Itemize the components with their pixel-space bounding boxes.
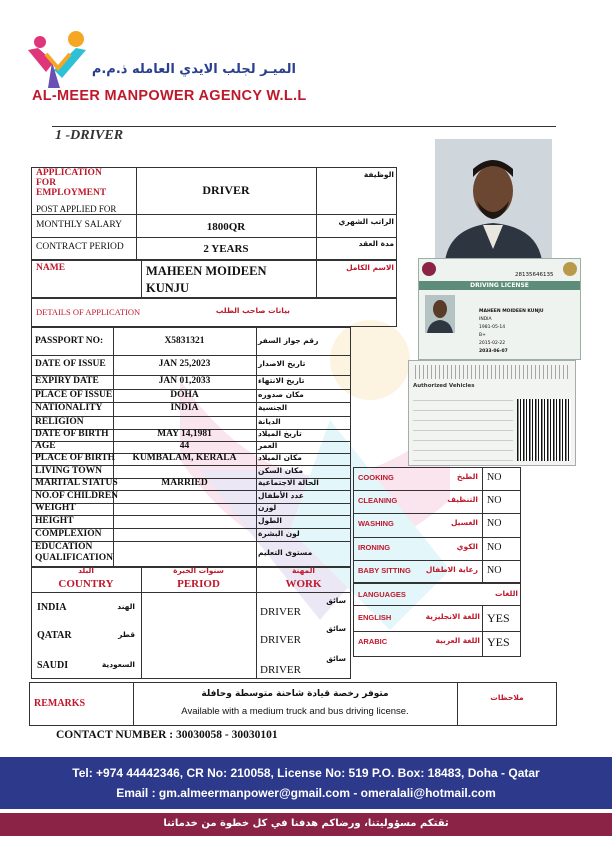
remarks-text-ar: متوفر رخصة قيادة شاحنة متوسطة وحافلة (201, 689, 389, 699)
driving-license-card (418, 258, 581, 360)
license-header: DRIVING LICENSE (419, 281, 580, 290)
period-header-ar: سنوات الخبرة (173, 566, 224, 575)
personal-label-ar: الطول (258, 515, 282, 525)
name-line2: KUNJU (146, 281, 190, 295)
skill-label: BABY SITTING (358, 565, 411, 575)
lang-arabic-value: YES (487, 635, 510, 649)
personal-label: NO.OF CHILDREN (35, 490, 119, 501)
skill-value: NO (487, 518, 502, 530)
salary-value: 1800QR (206, 221, 246, 233)
post-value: DRIVER (202, 183, 250, 197)
license-first-issue: 2015-02-22 (479, 341, 506, 346)
personal-label-ar: العمر (258, 441, 278, 450)
personal-label-ar: الحالة الاجتماعية (258, 478, 319, 487)
license-nationality: INDIA (479, 317, 492, 322)
skill-value: NO (487, 495, 502, 507)
personal-label-ar: الديانة (258, 416, 281, 426)
remarks-label-ar: ملاحظات (490, 693, 524, 702)
name-label: NAME (36, 263, 66, 273)
contract-label-ar: مدة العقد (358, 239, 394, 248)
skill-label: IRONING (358, 542, 391, 552)
personal-value: 44 (179, 441, 190, 451)
remarks-label: REMARKS (34, 698, 86, 709)
skill-value: NO (487, 472, 502, 483)
exp-work: DRIVER (260, 634, 301, 646)
name-label-ar: الاسم الكامل (346, 263, 394, 272)
personal-label-ar: مكان السكن (258, 465, 303, 475)
license-photo (425, 295, 455, 333)
application-label: APPLICATION FOR EMPLOYMENT (36, 168, 107, 198)
personal-label-ar: لون البشرة (258, 528, 300, 538)
contract-label: CONTRACT PERIOD (36, 242, 124, 252)
personal-label: RELIGION (35, 416, 84, 427)
personal-label: NATIONALITY (35, 403, 103, 413)
skill-label-ar: الطبخ (456, 472, 478, 481)
barcode-icon (517, 399, 571, 461)
personal-label: HEIGHT (35, 515, 74, 526)
languages-label: LANGUAGES (358, 590, 406, 599)
license-card-back (408, 360, 576, 466)
applicant-photo (435, 139, 552, 261)
personal-label: PLACE OF BIRTH (35, 453, 116, 463)
exp-work-ar: سائق (326, 624, 346, 633)
license-dob: 1981-05-14 (479, 325, 506, 330)
period-header: PERIOD (177, 578, 220, 590)
section-title: 1 -DRIVER (55, 128, 124, 143)
exp-work: DRIVER (260, 664, 301, 676)
post-label-ar: الوظيفة (363, 170, 394, 179)
personal-value: KUMBALAM, KERALA (132, 453, 237, 463)
skill-label-ar: التنظيف (447, 495, 478, 505)
skill-value: NO (487, 541, 502, 553)
personal-label-ar: تاريخ الاصدار (258, 359, 306, 368)
company-logo-icon (24, 28, 96, 88)
post-label: POST APPLIED FOR (36, 204, 117, 214)
logo-arabic-name: الميـر لجلب الايدي العامله ذ.م.م (91, 62, 296, 77)
country-header-ar: البلد (78, 566, 94, 575)
footer-line1: Tel: +974 44442346, CR No: 210058, License No: 519 P.O. Box: 18483, Doha - Qatar (72, 766, 540, 780)
exp-country: INDIA (37, 602, 67, 613)
personal-label: PASSPORT NO: (35, 335, 104, 346)
personal-label: DATE OF BIRTH (35, 429, 109, 439)
personal-label-ar: تاريخ الانتهاء (258, 376, 305, 385)
skill-label: WASHING (358, 519, 394, 529)
remarks-text-en: Available with a medium truck and bus driving license. (181, 706, 409, 717)
country-header: COUNTRY (58, 578, 114, 590)
personal-value: DOHA (170, 389, 199, 400)
personal-label: DATE OF ISSUE (35, 359, 106, 369)
personal-value: X5831321 (164, 335, 205, 346)
skill-label: CLEANING (358, 496, 398, 506)
footer-line2: Email : gm.almeermanpower@gmail.com - omeralali@hotmail.com (116, 786, 496, 800)
exp-country-ar: قطر (118, 630, 135, 639)
logo-english-name: AL-MEER MANPOWER AGENCY W.L.L (32, 88, 307, 104)
card-logo-icon (422, 262, 436, 276)
skill-value: NO (487, 564, 502, 576)
personal-label: WEIGHT (35, 503, 76, 513)
license-name: MAHEEN MOIDEEN KUNJU (479, 309, 544, 314)
exp-country: SAUDI (37, 660, 69, 671)
personal-label: MARITAL STATUS (35, 478, 118, 488)
work-header: WORK (285, 578, 322, 590)
personal-label-ar: رقم جواز السفر (258, 335, 319, 345)
personal-label: EDUCATION QUALIFICATION (35, 542, 113, 563)
card-emblem-icon (563, 262, 577, 276)
work-header-ar: المهنة (292, 566, 315, 575)
license-person-icon (425, 295, 455, 333)
skill-label-ar: الكوي (456, 541, 478, 551)
footer (0, 757, 612, 857)
personal-label: PLACE OF ISSUE (35, 389, 113, 400)
name-line1: MAHEEN MOIDEEN (146, 264, 267, 278)
exp-country: QATAR (37, 630, 72, 641)
personal-label: COMPLEXION (35, 528, 102, 539)
skill-label: COOKING (358, 473, 394, 482)
exp-country-ar: السعودية (101, 660, 135, 669)
person-photo-icon (435, 139, 552, 261)
license-blood-group: B+ (479, 333, 486, 338)
footer-slogan: ثقتكم مسؤوليتنا، ورضاكم هدفنا في كل خطوة من خدماتنا (163, 818, 449, 829)
personal-value: MARRIED (161, 478, 208, 488)
lang-arabic-label: ARABIC (358, 637, 388, 646)
exp-country-ar: الهند (117, 602, 135, 611)
languages-label-ar: اللغات (494, 589, 518, 598)
authorized-vehicles-header: Authorized Vehicles (413, 383, 475, 389)
lang-arabic-ar: اللغة العربية (435, 636, 480, 645)
personal-label-ar: لوزن (258, 503, 277, 512)
personal-value: JAN 01,2033 (158, 376, 211, 386)
exp-work: DRIVER (260, 606, 301, 618)
salary-label: MONTHLY SALARY (36, 220, 123, 230)
personal-value: MAY 14,1981 (157, 429, 212, 439)
details-label: DETAILS OF APPLICATION (36, 307, 141, 317)
exp-work-ar: سائق (326, 654, 346, 663)
contract-value: 2 YEARS (203, 243, 249, 255)
personal-label-ar: الجنسية (258, 403, 288, 412)
personal-label: AGE (35, 441, 56, 451)
license-card-number: 28135646135 (515, 272, 554, 278)
lang-english-ar: اللغة الانجليزية (425, 612, 480, 621)
personal-label: EXPIRY DATE (35, 376, 99, 386)
contact-number: CONTACT NUMBER : 30030058 - 30030101 (56, 729, 278, 741)
personal-label-ar: مستوى التعليم (258, 548, 313, 557)
exp-work-ar: سائق (326, 596, 346, 605)
skill-label-ar: رعاية الاطفال (425, 564, 478, 574)
salary-label-ar: الراتب الشهري (338, 217, 394, 226)
personal-label-ar: تاريخ الميلاد (258, 429, 302, 438)
personal-label-ar: عدد الأطفال (258, 490, 304, 500)
lang-english-label: ENGLISH (358, 613, 392, 622)
personal-label-ar: مكان صدوره (258, 389, 304, 399)
lang-english-value: YES (487, 611, 510, 625)
personal-label: LIVING TOWN (35, 465, 102, 476)
personal-label-ar: مكان الميلاد (258, 453, 302, 462)
personal-value: JAN 25,2023 (158, 359, 211, 369)
skill-label-ar: الغسيل (450, 518, 478, 528)
license-validity: 2033-06-07 (479, 349, 508, 354)
details-label-ar: بيانات صاحب الطلب (215, 306, 290, 315)
personal-value: INDIA (170, 403, 199, 413)
